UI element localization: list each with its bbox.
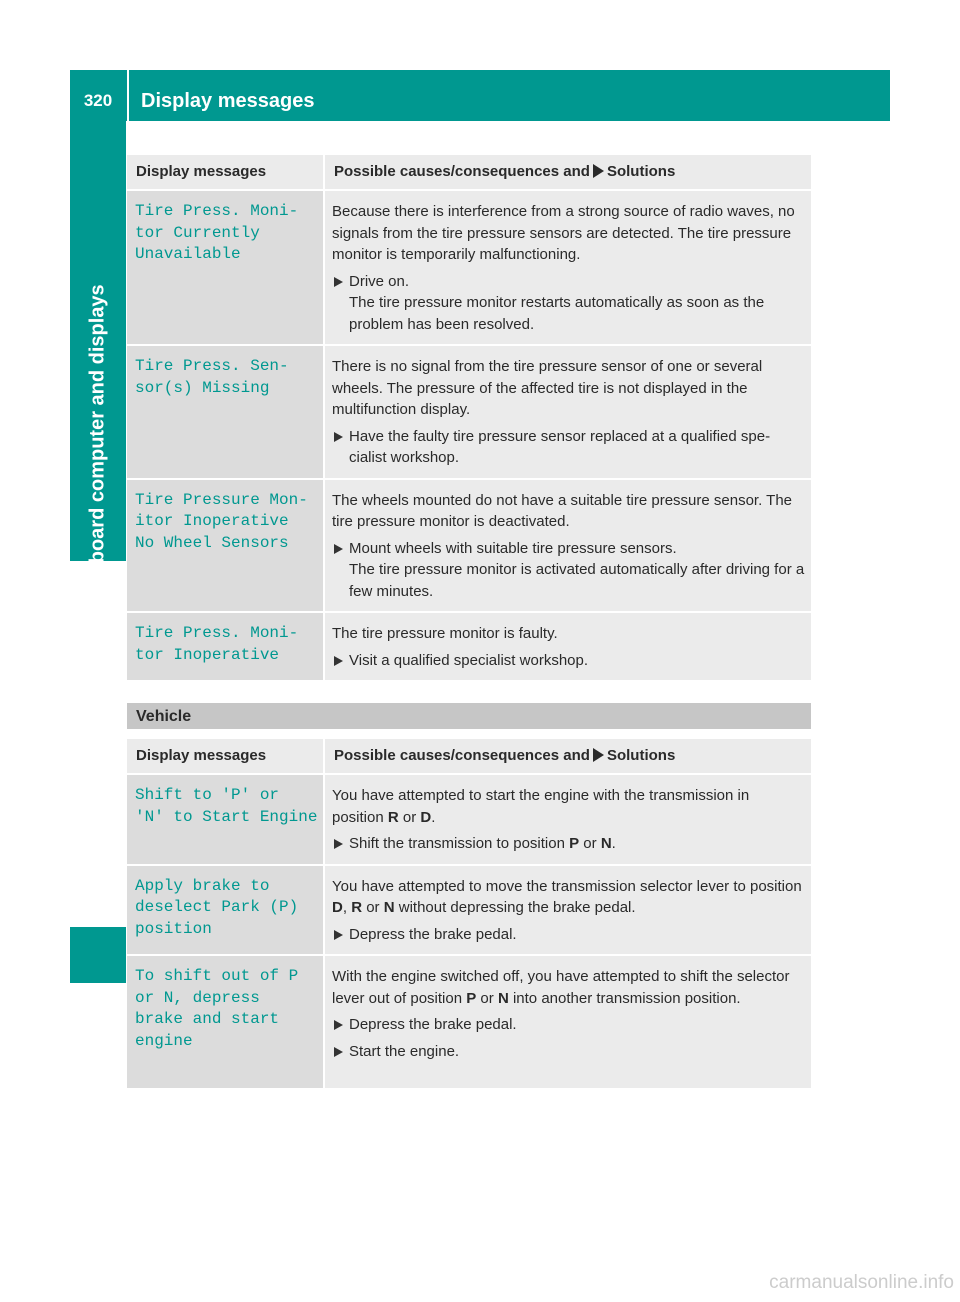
display-message-code [127, 191, 325, 346]
solutions-arrow-icon [593, 164, 604, 178]
solution-step [332, 426, 805, 469]
gear-n: N [383, 899, 395, 916]
cause-part: or [398, 808, 421, 826]
cause-part: . [431, 808, 436, 826]
cause-cell [325, 191, 811, 346]
col-display-messages: Display messages [127, 739, 325, 775]
col-causes-solutions [325, 155, 811, 191]
cause-cell [325, 346, 811, 480]
step-action: Visit a qualified specialist workshop. [349, 651, 589, 669]
cause-part: or [476, 989, 498, 1007]
gear-n: N [497, 989, 509, 1007]
step-action: Depress the brake pedal. [349, 1016, 517, 1033]
step-action: Mount wheels with suitable tire pressure sensors. [349, 539, 677, 557]
step-part: . [611, 835, 616, 852]
gear-r: R [351, 899, 363, 916]
col-causes-text: Possible causes/consequences and [334, 747, 590, 764]
step-part: or [579, 835, 601, 852]
solution-step [332, 924, 805, 946]
table-row [127, 866, 811, 957]
gear-p: P [466, 989, 477, 1007]
table-row [127, 346, 811, 480]
cause-text [332, 966, 805, 1009]
tire-pressure-table [127, 155, 811, 682]
col-causes-text: Possible causes/consequences and [334, 163, 590, 180]
page-header [70, 70, 890, 121]
solution-step [332, 1014, 805, 1036]
code-text: Apply brake to deselect Park (P) position [135, 876, 299, 938]
page-title: Display messages [141, 90, 315, 112]
cause-part: You have attempted to start the engine with the transmission in position [332, 787, 750, 826]
gear-p: P [569, 835, 580, 852]
cause-text: There is no signal from the tire pressure sensor of one or several wheels. The pressure of the affected tire is not displayed in the multifunction display. [332, 358, 763, 418]
cause-part: You have attempted to move the transmission selector lever to position [332, 877, 802, 895]
step-action: Drive on. [349, 272, 410, 290]
table-row [127, 480, 811, 614]
display-message-code [127, 613, 325, 682]
step-result: The tire pressure monitor is activated automatically after driving for a few minutes. [349, 561, 805, 600]
gear-r: R [387, 808, 399, 826]
cause-part: into another transmission position. [508, 989, 741, 1007]
display-message-code [127, 480, 325, 614]
display-message-code [127, 866, 325, 957]
chapter-label: On-board computer and displays [86, 284, 109, 598]
cause-cell [325, 956, 811, 1090]
solution-step [332, 833, 805, 855]
cause-part: or [362, 899, 384, 916]
page-number: 320 [83, 91, 113, 110]
table-row [127, 191, 811, 346]
vehicle-table [127, 739, 811, 1090]
section-heading-vehicle [127, 703, 811, 729]
solution-step [332, 538, 805, 603]
cause-cell [325, 866, 811, 957]
solution-step [332, 650, 805, 672]
code-text: Tire Press. Moni- tor Inoperative [135, 624, 299, 664]
step-action: Have the faulty tire pressure sensor replaced at a qualified spe-cialist workshop. [349, 427, 771, 466]
step-action: Start the engine. [349, 1042, 460, 1060]
step-arrow-icon [334, 544, 343, 554]
display-message-code [127, 346, 325, 480]
step-arrow-icon [334, 1020, 343, 1030]
watermark: carmanualsonline.info [769, 1272, 954, 1293]
cause-cell [325, 775, 811, 866]
col-solutions-text: Solutions [606, 163, 676, 180]
step-arrow-icon [334, 277, 343, 287]
cause-text: Because there is interference from a strong source of radio waves, no signals from the tire pressure sensors are detected. The tire pressure monitor is temporarily malfunctioning. [332, 203, 795, 263]
section-title: Vehicle [136, 708, 192, 725]
table-row [127, 613, 811, 682]
gear-d: D [420, 808, 432, 826]
cause-part: , [342, 899, 352, 916]
step-action: Depress the brake pedal. [349, 925, 517, 943]
col-causes-solutions [325, 739, 811, 775]
cause-text: The wheels mounted do not have a suitable tire pressure sensor. The tire pressure monitor is deactivated. [332, 491, 792, 530]
step-arrow-icon [334, 1047, 343, 1057]
solution-step [332, 1041, 805, 1063]
step-result: The tire pressure monitor restarts automatically as soon as the problem has been resolved. [349, 294, 765, 333]
header-separator [127, 70, 129, 121]
chapter-sidebar [70, 121, 126, 598]
code-text: Shift to 'P' or 'N' to Start Engine [135, 786, 318, 826]
code-text: Tire Pressure Mon- itor Inoperative No Wheel Sensors [135, 490, 308, 552]
col-display-messages: Display messages [127, 155, 325, 191]
cause-text [332, 785, 805, 828]
code-text: Tire Press. Sen- sor(s) Missing [135, 357, 289, 397]
cause-text [332, 876, 805, 919]
step-arrow-icon [334, 839, 343, 849]
step-arrow-icon [334, 432, 343, 442]
col-solutions-text: Solutions [606, 747, 676, 764]
table-row [127, 956, 811, 1090]
step-arrow-icon [334, 930, 343, 940]
gear-d: D [332, 899, 343, 916]
step-action: Shift the transmission to position [349, 835, 570, 852]
code-text: Tire Press. Moni- tor Currently Unavailable [135, 202, 299, 263]
solutions-arrow-icon [593, 748, 604, 762]
cause-part: without depressing the brake pedal. [394, 899, 636, 916]
table-row [127, 775, 811, 866]
solution-step [332, 271, 805, 336]
cause-cell [325, 480, 811, 614]
chapter-marker [70, 927, 126, 983]
cause-cell [325, 613, 811, 682]
step-arrow-icon [334, 656, 343, 666]
display-message-code [127, 956, 325, 1090]
cause-text: The tire pressure monitor is faulty. [332, 625, 558, 642]
chapter-label-wrap [70, 121, 126, 598]
code-text: To shift out of P or N, depress brake and start engine [135, 967, 299, 1050]
cause-part: With the engine switched off, you have attempted to shift the selector lever out of position [332, 968, 790, 1007]
display-message-code [127, 775, 325, 866]
gear-n: N [600, 835, 612, 852]
